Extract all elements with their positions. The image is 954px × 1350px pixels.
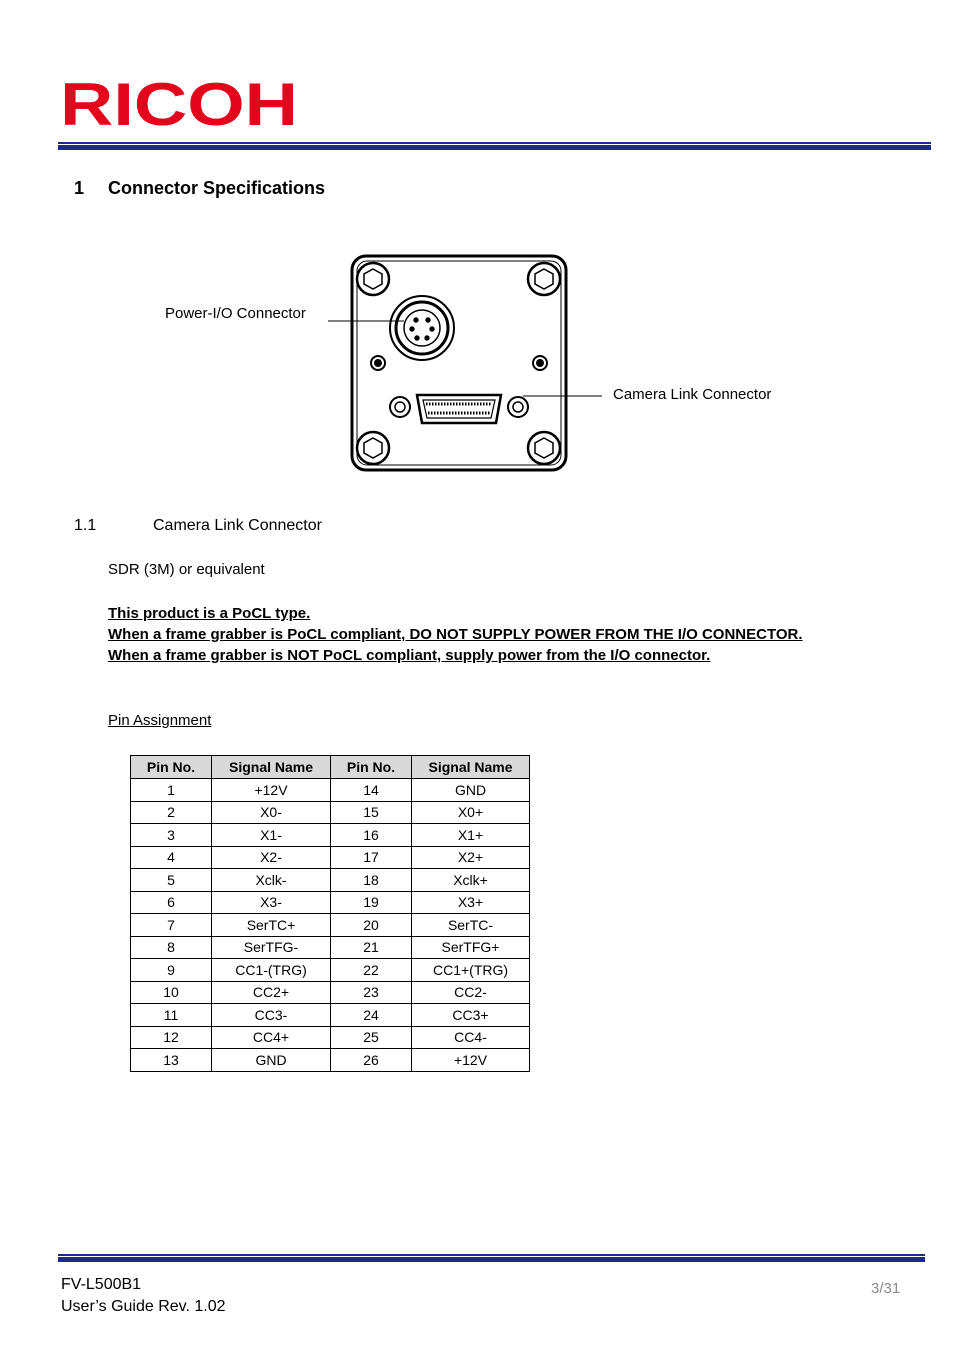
ricoh-logo — [60, 78, 300, 128]
table-cell: CC4+ — [212, 1026, 331, 1049]
table-cell: SerTFG+ — [412, 936, 530, 959]
table-cell: X1- — [212, 824, 331, 847]
table-cell: 22 — [331, 959, 412, 982]
table-cell: X0+ — [412, 801, 530, 824]
warning-line: This product is a PoCL type. — [108, 605, 311, 622]
table-row — [131, 779, 530, 802]
table-cell: CC4- — [412, 1026, 530, 1049]
table-cell: CC3- — [212, 1004, 331, 1027]
table-row — [131, 846, 530, 869]
table-cell: CC2- — [412, 981, 530, 1004]
table-cell: 17 — [331, 846, 412, 869]
table-cell: 1 — [131, 779, 212, 802]
camera-link-connector-label: Camera Link Connector — [613, 386, 772, 403]
table-cell: Xclk+ — [412, 869, 530, 892]
table-cell: 20 — [331, 914, 412, 937]
page-number: 3/31 — [871, 1280, 901, 1297]
connector-type: SDR (3M) or equivalent — [108, 561, 265, 578]
table-cell: SerTC- — [412, 914, 530, 937]
table-cell: 23 — [331, 981, 412, 1004]
pin-assignment-table — [130, 755, 530, 1072]
table-cell: 14 — [331, 779, 412, 802]
subsection-title — [74, 517, 322, 535]
table-cell: X0- — [212, 801, 331, 824]
table-cell: 7 — [131, 914, 212, 937]
table-cell: 2 — [131, 801, 212, 824]
table-cell: X2+ — [412, 846, 530, 869]
table-row — [131, 1026, 530, 1049]
table-row — [131, 801, 530, 824]
corner-screw-icon — [357, 263, 389, 295]
table-row — [131, 914, 530, 937]
pin-table-body — [131, 779, 530, 1072]
table-row — [131, 869, 530, 892]
table-cell: 10 — [131, 981, 212, 1004]
section-number: 1 — [74, 178, 85, 198]
table-cell: 9 — [131, 959, 212, 982]
table-row — [131, 981, 530, 1004]
table-cell: Xclk- — [212, 869, 331, 892]
table-cell: CC2+ — [212, 981, 331, 1004]
power-io-connector-icon — [390, 296, 454, 360]
camera-rear-diagram — [320, 250, 620, 480]
table-cell: 19 — [331, 891, 412, 914]
column-header: Pin No. — [131, 756, 212, 779]
table-header-row — [131, 756, 530, 779]
table-cell: 3 — [131, 824, 212, 847]
pin-assignment-heading: Pin Assignment — [108, 712, 212, 729]
table-cell: SerTC+ — [212, 914, 331, 937]
subsection-number: 1.1 — [74, 517, 97, 534]
table-cell: 12 — [131, 1026, 212, 1049]
ricoh-logo-text: RICOH — [60, 78, 298, 128]
table-row — [131, 1004, 530, 1027]
corner-screw-icon — [357, 432, 389, 464]
table-cell: 6 — [131, 891, 212, 914]
camera-link-connector-icon — [390, 395, 528, 423]
column-header: Pin No. — [331, 756, 412, 779]
table-cell: 26 — [331, 1049, 412, 1072]
power-io-connector-label: Power-I/O Connector — [165, 305, 306, 322]
table-cell: 21 — [331, 936, 412, 959]
table-cell: SerTFG- — [212, 936, 331, 959]
warning-line: When a frame grabber is NOT PoCL compliant, supply power from the I/O connector. — [108, 647, 711, 664]
corner-screw-icon — [528, 432, 560, 464]
table-cell: 13 — [131, 1049, 212, 1072]
column-header: Signal Name — [412, 756, 530, 779]
table-cell: X3- — [212, 891, 331, 914]
table-cell: X2- — [212, 846, 331, 869]
table-row — [131, 824, 530, 847]
table-cell: CC1-(TRG) — [212, 959, 331, 982]
table-cell: +12V — [412, 1049, 530, 1072]
table-cell: 4 — [131, 846, 212, 869]
table-row — [131, 936, 530, 959]
section-title-text: Connector Specifications — [108, 178, 326, 198]
table-cell: GND — [412, 779, 530, 802]
table-cell: 11 — [131, 1004, 212, 1027]
table-cell: 24 — [331, 1004, 412, 1027]
table-cell: CC3+ — [412, 1004, 530, 1027]
warning-line: When a frame grabber is PoCL compliant, DO NOT SUPPLY POWER FROM THE I/O CONNECTOR. — [108, 626, 803, 643]
footer-left — [61, 1274, 226, 1318]
table-cell: 8 — [131, 936, 212, 959]
footer-rule — [58, 1254, 925, 1262]
table-cell: X1+ — [412, 824, 530, 847]
corner-screw-icon — [528, 263, 560, 295]
table-cell: 18 — [331, 869, 412, 892]
table-row — [131, 959, 530, 982]
footer-guide: User’s Guide Rev. 1.02 — [61, 1298, 226, 1315]
table-cell: 25 — [331, 1026, 412, 1049]
table-cell: X3+ — [412, 891, 530, 914]
table-cell: GND — [212, 1049, 331, 1072]
header-rule — [58, 142, 931, 150]
column-header: Signal Name — [212, 756, 331, 779]
table-cell: CC1+(TRG) — [412, 959, 530, 982]
table-row — [131, 1049, 530, 1072]
footer-model: FV-L500B1 — [61, 1276, 142, 1293]
table-cell: 5 — [131, 869, 212, 892]
section-title — [74, 178, 325, 199]
subsection-title-text: Camera Link Connector — [153, 517, 322, 534]
table-row — [131, 891, 530, 914]
table-cell: 15 — [331, 801, 412, 824]
table-cell: 16 — [331, 824, 412, 847]
table-cell: +12V — [212, 779, 331, 802]
